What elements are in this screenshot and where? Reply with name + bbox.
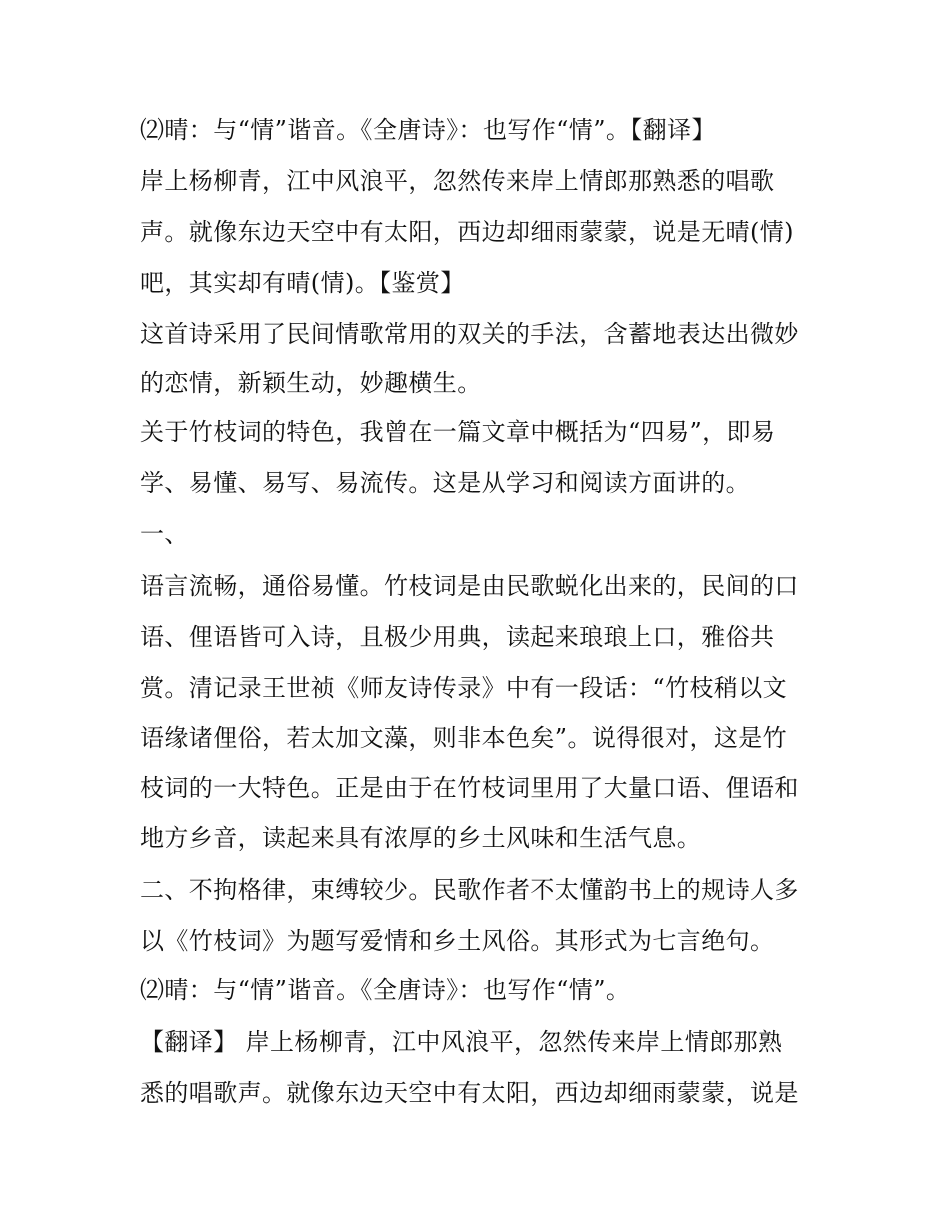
text-line-12: 赏。清记录王世祯《师友诗传录》中有一段话：“竹枝稍以文 [140, 674, 788, 702]
text-line-4: 吧，其实却有晴(情)。【鉴赏】 [140, 269, 465, 297]
text-line-20: 悉的唱歌声。就像东边天空中有太阳，西边却细雨蒙蒙，说是 [140, 1079, 799, 1107]
text-line-6: 的恋情，新颖生动，妙趣横生。 [140, 369, 482, 397]
text-line-11: 语、俚语皆可入诗，且极少用典，读起来琅琅上口，雅俗共 [140, 623, 775, 651]
text-line-10: 语言流畅，通俗易懂。竹枝词是由民歌蜕化出来的，民间的口 [140, 572, 799, 600]
text-line-7: 关于竹枝词的特色，我曾在一篇文章中概括为“四易”，即易 [140, 418, 776, 446]
text-line-3: 声。就像东边天空中有太阳，西边却细雨蒙蒙，说是无晴(情) [140, 218, 794, 246]
text-line-8: 学、易懂、易写、易流传。这是从学习和阅读方面讲的。 [140, 469, 750, 497]
text-line-18: ⑵晴：与“情”谐音。《全唐诗》：也写作“情”。 [140, 976, 631, 1004]
text-line-2: 岸上杨柳青，江中风浪平，忽然传来岸上情郎那熟悉的唱歌 [140, 167, 775, 195]
text-line-16: 二、不拘格律，束缚较少。民歌作者不太懂韵书上的规诗人多 [140, 876, 799, 904]
text-line-17: 以《竹枝词》为题写爱情和乡土风俗。其形式为七言绝句。 [140, 927, 775, 955]
text-line-15: 地方乡音，读起来具有浓厚的乡土风味和生活气息。 [140, 824, 702, 852]
text-line-14: 枝词的一大特色。正是由于在竹枝词里用了大量口语、俚语和 [140, 774, 799, 802]
text-line-5: 这首诗采用了民间情歌常用的双关的手法，含蓄地表达出微妙 [140, 320, 799, 348]
text-line-19: 【翻译】 岸上杨柳青，江中风浪平，忽然传来岸上情郎那熟 [140, 1028, 783, 1056]
text-line-1: ⑵晴：与“情”谐音。《全唐诗》：也写作“情”。【翻译】 [140, 116, 716, 144]
text-line-13: 语缘诸俚俗，若太加文藻，则非本色矣”。说得很对，这是竹 [140, 724, 788, 752]
text-line-9: 一、 [140, 520, 189, 548]
